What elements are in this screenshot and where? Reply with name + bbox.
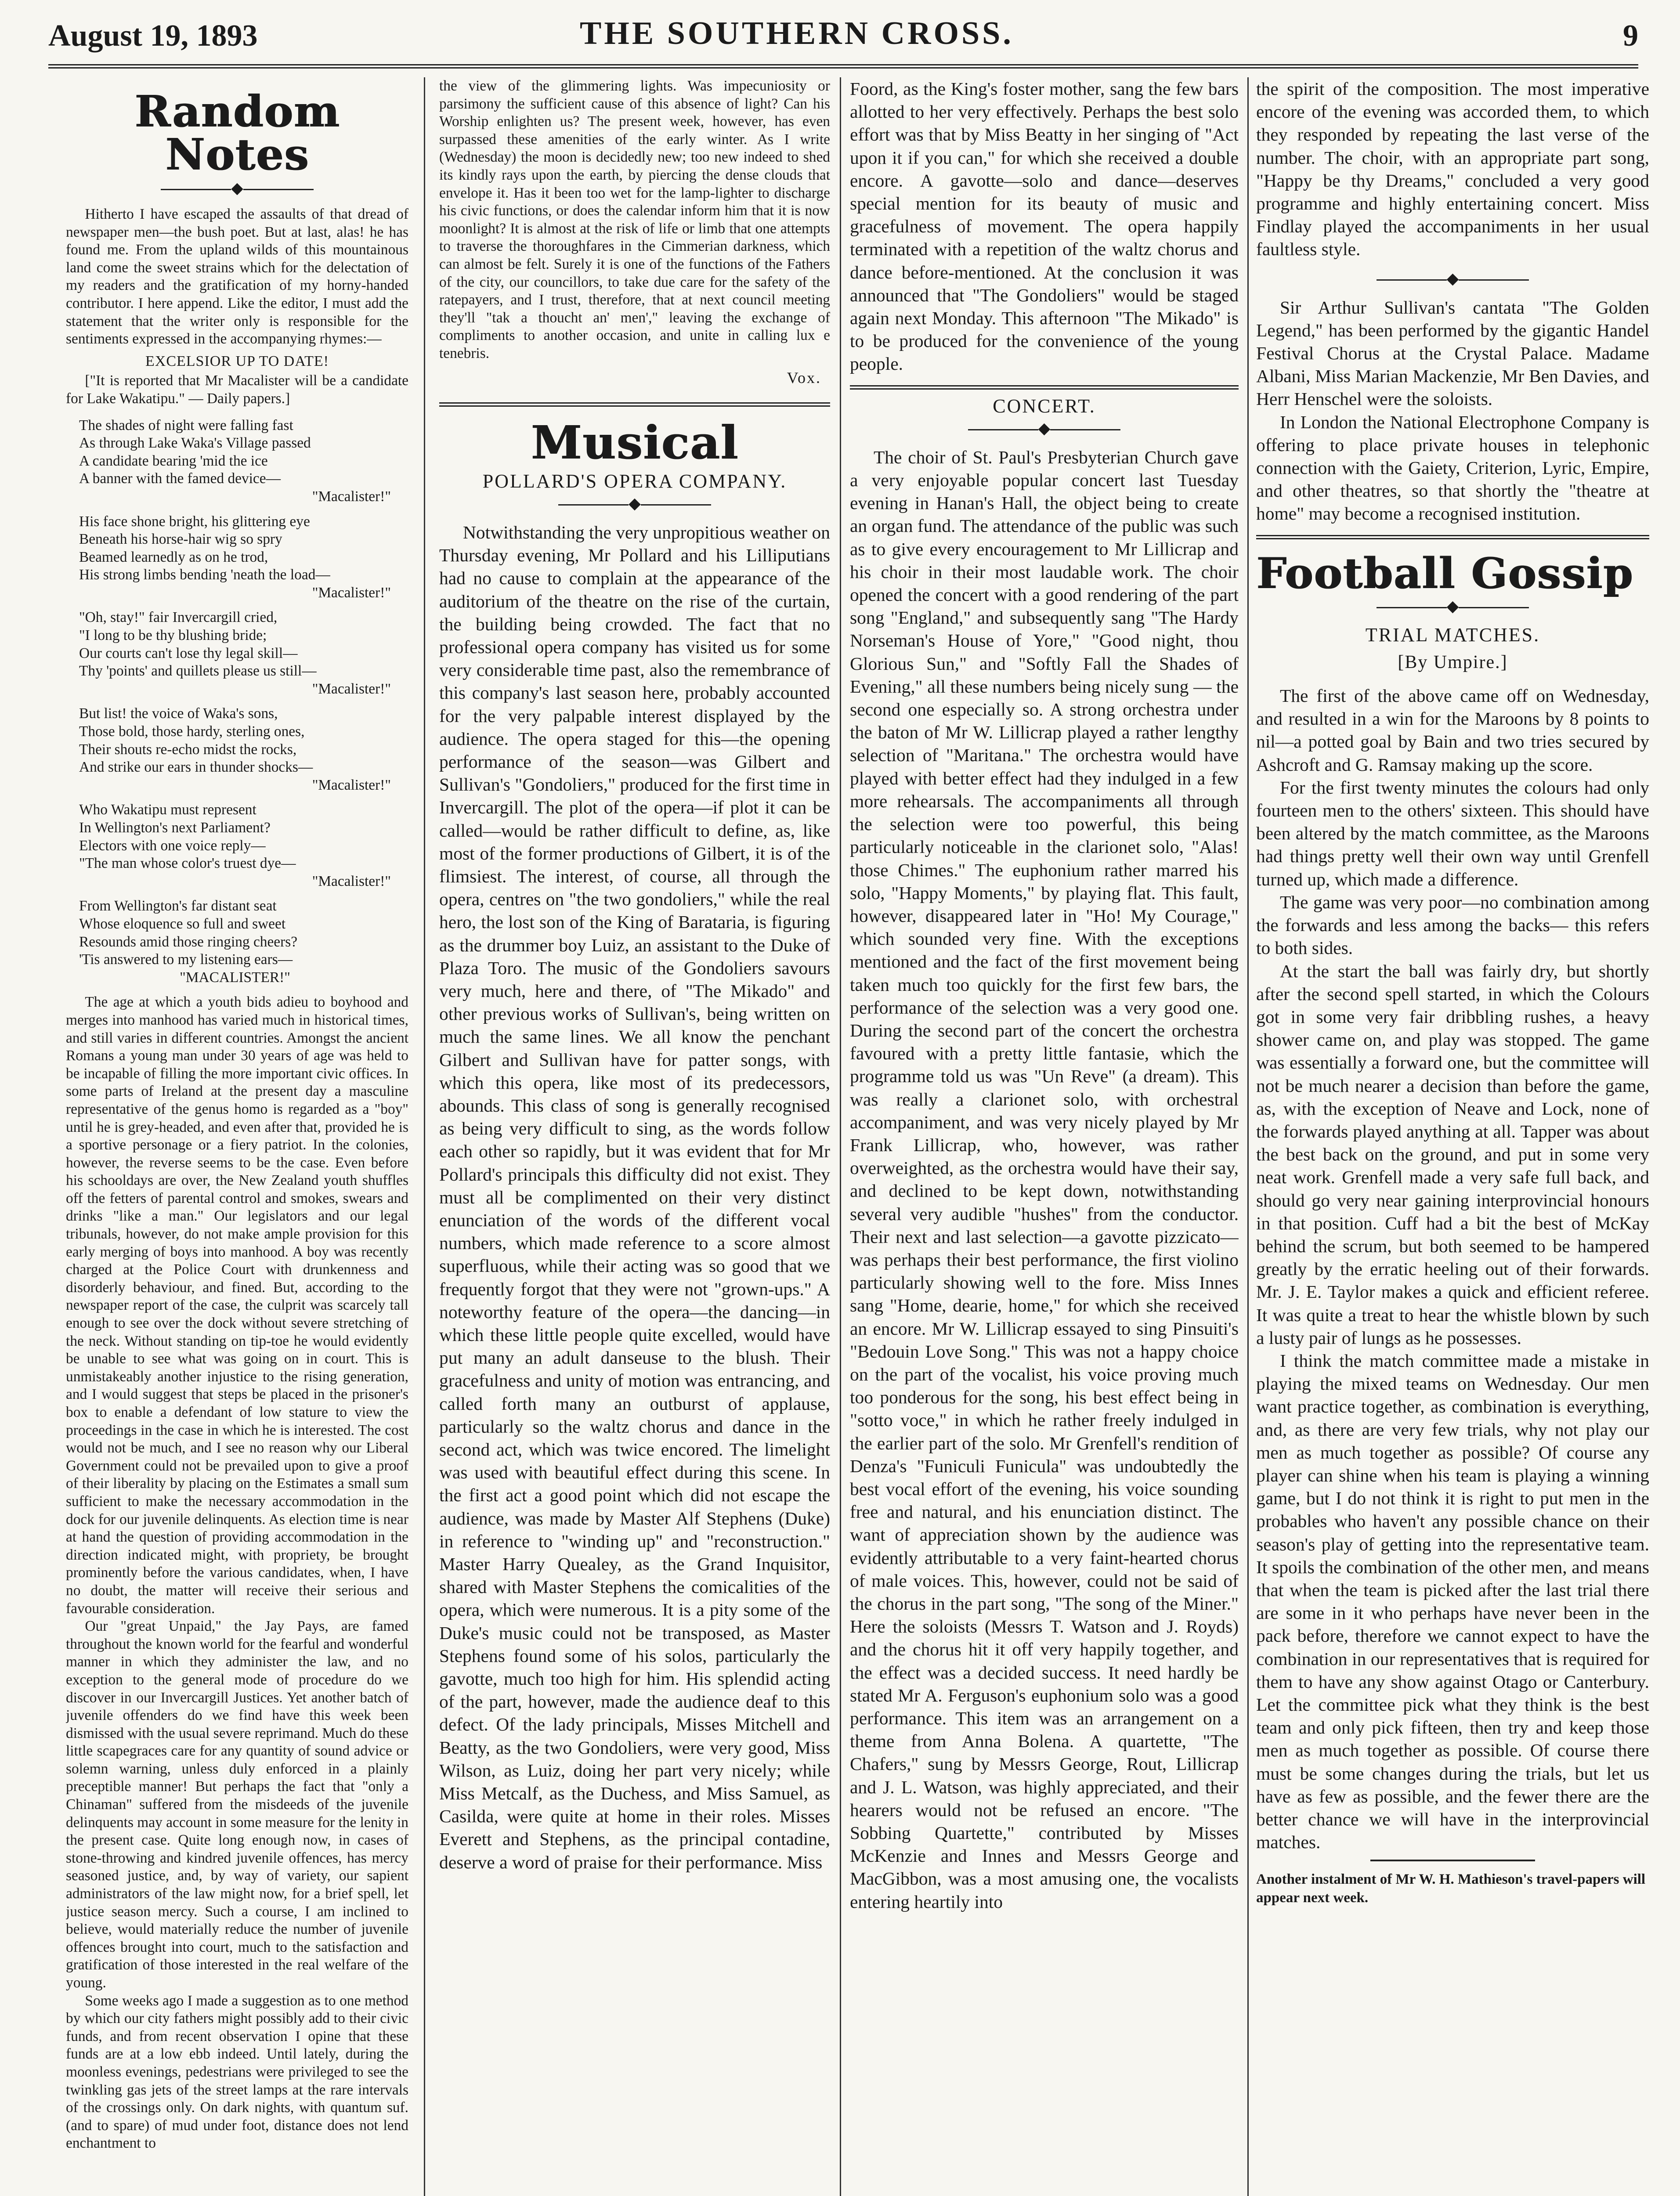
column-rule: [1247, 77, 1249, 2196]
poem-final-refrain: "MACALISTER!": [180, 969, 290, 986]
article-paragraph: Some weeks ago I made a suggestion as to one method by which our city fathers might possibly add to their civic funds, and from recent observation I opine that these funds are at a low ebb indeed. Until lately, during the moonless evenings, pedestrians were privileged to see the twinkling gas jets of the street lamps at the rare intervals of the crossings only. On dark nights, with quantum suf. (and to spare) of mud under foot, distance does not lend enchantment to: [66, 1992, 408, 2152]
column-rule: [840, 77, 841, 2196]
closing-note: Another instalment of Mr W. H. Mathieson's travel-papers will appear next week.: [1256, 1871, 1646, 1906]
musical-heading: Musical: [531, 415, 739, 470]
article-paragraph: The age at which a youth bids adieu to boyhood and merges into manhood has varied much in historical times, and still varies in different countries. Amongst the ancient Romans a young man under 30 years of age was held to be incapable of filling the more important civic offices. In some parts of Ireland at the present day a masculine representative of the genus homo is regarded as a "boy" until he is grey-headed, and even after that, provided he is a sportive personage or a fiery patriot. In the colonies, however, the reverse seems to be the case. Even before his schooldays are over, the New Zealand youth shuffles off the fetters of parental control and smokes, swears and drinks "like a man." Our legislators and our legal tribunals, however, do not make ample provision for this early merging of boys into manhood. A boy was recently charged at the Police Court with drunkenness and disorderly behaviour, and fined. But, according to the newspaper report of the case, the culprit was scarcely tall enough to see over the dock without severe stretching of the neck. Without standing on tip-toe he would evidently be unable to see what was going on in court. This is unmistakeably another injustice to the rising generation, and I would suggest that steps be placed in the prisoner's box to enable a defendant of low stature to view the proceedings in the case in which he is interested. The cost would not be much, and I see no reason why our Liberal Government could not be prevailed upon to give a proof of their liberality by placing on the Estimates a small sum sufficient to make the necessary accommodation in the dock for our juvenile delinquents. As election time is near at hand the question of providing accommodation in the direction indicated might, with propriety, be brought prominently before the various candidates, when, I have no doubt, the matter will receive their serious and favourable consideration.: [66, 994, 408, 1617]
masthead-rule: [48, 64, 1638, 69]
issue-date: August 19, 1893: [48, 19, 258, 53]
article-paragraph: Sir Arthur Sullivan's cantata "The Golden Legend," has been performed by the gigantic Handel Festival Chorus at the Crystal Palace. Madame Albani, Miss Marian Mackenzie, Mr Ben Davies, and Herr Henschel were the soloists.: [1256, 297, 1649, 409]
article-paragraph: I think the match committee made a mistake in playing the mixed teams on Wednesday. Our men want practice together, as combination is everything, and, as there are very few trials, why not play our men as much together as possible? Of course any player can shine when his team is playing a winning game, but I do not think it is right to put men in the probables who haven't any possible chance on their season's play of getting into the representative team. It spoils the combination of the other men, and means that when the team is picked after the last trial there are some in it who perhaps have never been in the pack before, therefore we cannot expect to have the combination in our representatives that is required for them to have any show against Otago or Canterbury. Let the committee pick what they think is the best team and only pick fifteen, then try and keep those men as much together as possible. Of course there must be some changes during the trials, but let us have as few as possible, and the fewer there are the better chance we will have in the interprovincial matches.: [1256, 1350, 1649, 1853]
section-rule: [850, 385, 1239, 390]
byline: [By Umpire.]: [1398, 652, 1508, 672]
ornament-divider: ◆: [66, 179, 408, 197]
poem-stanza: The shades of night were falling fast As through Lake Waka's Village passed A candidate bearing 'mid the ice A banner with the famed device— "Macalister!": [79, 417, 408, 506]
author-signature: Vox.: [787, 368, 821, 386]
article-paragraph: At the start the ball was fairly dry, but shortly after the second spell started, in which the Colours got in some very fair dribbling rushes, a heavy shower came on, and play was stopped. The game was essentially a forward one, but the committee will not be much nearer a decision than before the game, as, with the exception of Neave and Lock, none of the forwards played anything at all. Tapper was about the best back on the ground, and put in some very neat work. Grenfell made a very safe full back, and should go very near gaining interprovincial honours in that position. Cuff had a bit the best of McKay behind the scrum, but both seemed to be hampered greatly by the erratic heeling out of their forwards. Mr. J. E. Taylor makes a quick and efficient referee. It was quite a treat to hear the whistle blown by such a lusty pair of lungs as he possesses.: [1256, 961, 1649, 1348]
poem-stanza: Who Wakatipu must represent In Wellington's next Parliament? Electors with one voice reply— "The man whose color's truest dye— "Macalister!": [79, 801, 408, 890]
newspaper-title: THE SOUTHERN CROSS.: [580, 15, 1014, 51]
page-number: 9: [1623, 19, 1638, 53]
concert-subheading: CONCERT.: [993, 395, 1096, 417]
article-paragraph: the spirit of the composition. The most imperative encore of the evening was accorded them, to which they responded by repeating the last verse of the number. The choir, with an appropriate part song, "Happy be thy Dreams," concluded a very good programme and highly entertaining concert. Miss Findlay played the accompaniments in her usual faultless style.: [1256, 79, 1649, 260]
article-paragraph: the view of the glimmering lights. Was impecuniosity or parsimony the sufficient cause of this absence of light? Can his Worship enlighten us? The present week, however, has even surpassed these amenities of the early winter. As I write (Wednesday) the moon is decidedly new; too new indeed to shed its kindly rays upon the earth, by piercing the dense clouds that envelope it. Has it been too wet for the lamp-lighter to discharge his civic functions, or does the calendar inform him that it is now moonlight? It is almost at the risk of life or limb that one attempts to traverse the thoroughfares in the Cimmerian darkness, which can almost be felt. Surely it is one of the functions of the Fathers of the city, our councillors, to take due care for the safety of the ratepayers, and I trust, therefore, that at next council meeting they'll "tak a thoucht an' men'," leaving the exchange of compliments to another occasion, and unite in calling lux e tenebris.: [439, 78, 830, 361]
trial-subheading: TRIAL MATCHES.: [1365, 624, 1540, 646]
article-paragraph: For the first twenty minutes the colours had only fourteen men to the others' sixteen. This should have been altered by the match committee, as the Maroons had things pretty well their own way until Grenfell turned up, which made a difference.: [1256, 777, 1649, 889]
article-paragraph: In London the National Electrophone Company is offering to place private houses in telephonic connection with the Gaiety, Criterion, Lyric, Empire, and other theatres, so that shortly the "theatre at home" may become a recognised institution.: [1256, 412, 1649, 524]
article-paragraph: The game was very poor—no combination among the forwards and less among the backs— this refers to both sides.: [1256, 892, 1649, 958]
column-musical: [439, 77, 830, 2196]
random-notes-heading: Random Notes: [134, 87, 340, 180]
section-rule: [1370, 1860, 1535, 1861]
poem-refrain: "Macalister!": [312, 680, 391, 697]
poem-stanza: But list! the voice of Waka's sons, Those bold, those hardy, sterling ones, Their shouts re-echo midst the rocks, And strike our ears in thunder shocks— "Macalister!": [79, 705, 408, 794]
poem-stanza: From Wellington's far distant seat Whose eloquence so full and sweet Resounds amid those ringing cheers? 'Tis answered to my listening ears— "MACALISTER!": [79, 897, 408, 986]
article-paragraph: Hitherto I have escaped the assaults of that dread of newspaper men—the bush poet. But at last, alas! he has found me. From the upland wilds of this mountainous land come the sweet strains which for the delectation of my readers and the gratification of my horny-handed contributor. I here append. Like the editor, I must add the statement that the writer only is responsible for the sentiments expressed in the accompanying rhymes:—: [66, 206, 408, 347]
masthead: [48, 15, 1638, 63]
column-football: [1256, 77, 1649, 2196]
poem-stanza: "Oh, stay!" fair Invercargill cried, "I long to be thy blushing bride; Our courts can't lose thy legal skill— Thy 'points' and quillets please us still— "Macalister!": [79, 609, 408, 698]
column-random-notes: [66, 77, 408, 2196]
article-paragraph: Our "great Unpaid," the Jay Pays, are famed throughout the known world for the fearful and wonderful manner in which they administer the law, and no exception to the general mode of procedure do we discover in our Invercargill Justices. Yet another batch of juvenile offenders do we find have this week been dismissed with the usual severe reprimand. Much do these little scapegraces care for any quantity of sound advice or solemn warning, unless duly enforced in a plainly preceptible manner! But perhaps the fact that "only a Chinaman" suffered from the misdeeds of the juvenile delinquents may account in some measure for the lenity in the present case. Quite long enough now, in cases of stone-throwing and kindred juvenile offences, has mercy seasoned justice, and, by way of variety, our sapient administrators of the law might now, for a brief spell, let justice season mercy. Such a course, I am inclined to believe, would materially reduce the number of juvenile offences brought into court, much to the satisfaction and gratification of those interested in the real welfare of the young.: [66, 1618, 408, 1991]
article-paragraph: Foord, as the King's foster mother, sang the few bars allotted to her very effectively. Perhaps the best solo effort was that by Miss Beatty in her singing of "Act upon it if you can," for which she received a double encore. A gavotte—solo and dance—deserves special mention for its beauty of music and gracefulness of movement. The opera happily terminated with a repetition of the waltz chorus and dance before-mentioned. At the conclusion it was announced that "The Gondoliers" would be staged again next Monday. This afternoon "The Mikado" is to be produced for the convenience of the young people.: [850, 79, 1239, 374]
poem-refrain: "Macalister!": [312, 488, 391, 505]
column-rule: [424, 77, 425, 2196]
opera-subheading: POLLARD'S OPERA COMPANY.: [482, 470, 787, 492]
ornament-divider: ◆: [850, 419, 1239, 437]
poem-title: EXCELSIOR UP TO DATE!: [145, 353, 329, 369]
article-paragraph: Notwithstanding the very unpropitious weather on Thursday evening, Mr Pollard and his Lilliputians had no cause to complain at the appearance of the auditorium of the theatre on the rise of the curtain, the building being crowded. The fact that no professional opera company has visited us for some very considerable time past, also the remembrance of this company's last season here, probably accounted for the very palpable interest displayed by the audience. The opera staged for this—the opening performance of the season—was Gilbert and Sullivan's "Gondoliers," produced for the first time in Invercargill. The plot of the opera—if plot it can be called—would be rather difficult to define, as, like most of the former productions of Gilbert, it is of the flimsiest. The interest, of course, all through the opera, centres on "the two gondoliers," while the real hero, the lost son of the King of Barataria, is figuring as the drummer boy Luiz, an assistant to the Duke of Plaza Toro. The music of the Gondoliers savours very much, here and there, of "The Mikado" and other previous works of Sullivan's, being written on much the same lines. We all know the penchant Gilbert and Sullivan have for patter songs, with which this opera, like most of its predecessors, abounds. This class of song is generally recognised as being very difficult to sing, as the words follow each other so rapidly, but it was evident that for Mr Pollard's principals this difficulty did not exist. They must all be complimented on their very distinct enunciation of the words of the different vocal numbers, which made reference to a score almost superfluous, while their acting was so good that we frequently forgot that they were not "grown-ups." A noteworthy feature of the opera—the dancing—in which these little people quite excelled, would have put many an adult danseuse to the blush. Their gracefulness and unity of motion was entrancing, and called forth many an outburst of applause, particularly so the waltz chorus and dance in the second act, which was twice encored. The limelight was used with beautiful effect during this scene. In the first act a good point which did not escape the audience, was made by Master Alf Stephens (Duke) in reference to "winding up" and "reconstruction." Master Harry Quealey, as the Grand Inquisitor, shared with Master Stephens the comicalities of the opera, which were numerous. It is a pity some of the Duke's music could not be transposed, as Master Stephens found some of his solos, particularly the gavotte, much too high for him. His splendid acting of the part, however, made the audience deaf to this defect. Of the lady principals, Misses Mitchell and Beatty, as the two Gondoliers, were very good, Miss Wilson, as Luiz, doing her part very nicely; while Miss Metcalf, as the Duchess, and Miss Samuel, as Casilda, were quite at home in their roles. Misses Everett and Stephens, as the principal contadine, deserve a word of praise for their performance. Miss: [439, 522, 830, 1872]
poem-refrain: "Macalister!": [312, 777, 391, 793]
column-concert: [850, 77, 1239, 2196]
poem-stanza: His face shone bright, his glittering eye Beneath his horse-hair wig so spry Beamed learnedly as on he trod, His strong limbs bending 'neath the load— "Macalister!": [79, 513, 408, 602]
article-paragraph: The first of the above came off on Wednesday, and resulted in a win for the Maroons by 8 points to nil—a potted goal by Bain and two tries secured by Ashcroft and G. Ramsay making up the score.: [1256, 686, 1649, 775]
ornament-divider: ◆: [1256, 270, 1649, 287]
poem-refrain: "Macalister!": [312, 584, 391, 601]
poem-source: ["It is reported that Mr Macalister will be a candidate for Lake Wakatipu." — Daily papers.]: [66, 372, 408, 407]
poem-refrain: "Macalister!": [312, 873, 391, 889]
section-rule: [439, 402, 830, 407]
football-heading: Football Gossip: [1256, 548, 1633, 598]
section-rule: [1256, 535, 1649, 539]
ornament-divider: ◆: [439, 495, 830, 512]
ornament-divider: ◆: [1256, 597, 1649, 615]
article-paragraph: The choir of St. Paul's Presbyterian Church gave a very enjoyable popular concert last Tuesday evening in Hanan's Hall, the object being to create an organ fund. The attendance of the public was such as to give every encouragement to Mr Lillicrap and his choir in their most laudable work. The choir opened the concert with a good rendering of the part song "England," and subsequently sang "The Hardy Norseman's House of Yore," "Good night, thou Glorious Sun," and "Softly Fall the Shades of Evening," all these numbers being nicely sung — the second one especially so. A strong orchestra under the baton of Mr W. Lillicrap played a rather lengthy selection of "Maritana." The orchestra would have played with better effect had they indulged in a few more rehearsals. The accompaniments all through the selection were too powerful, this being particularly noticeable in the clarionet solo, "Alas! those Chimes." The euphonium rather marred his solo, "Happy Moments," by playing flat. This fault, however, disappeared later in "Ho! My Courage," which sounded very fine. With the exceptions mentioned and the fact of the first movement being taken much too quickly for the first few bars, the performance of the selection was a very good one. During the second part of the concert the orchestra favoured with a pretty little fantasie, which the programme told us was "Un Reve" (a dream). This was really a clarionet solo, with orchestral accompaniment, and was very nicely played by Mr Frank Lillicrap, who, however, was rather overweighted, as the orchestra would have their say, and declined to be kept down, notwithstanding several very audible "hushes" from the conductor. Their next and last selection—a gavotte pizzicato—was perhaps their best performance, the first violino particularly showing well to the fore. Miss Innes sang "Home, dearie, home," for which she received an encore. Mr W. Lillicrap essayed to sing Pinsuiti's "Bedouin Love Song." This was not a happy choice on the part of the vocalist, his voice proving much too ponderous for the song, his best effect being in "sotto voce," in which he rather freely indulged in the earlier part of the solo. Mr Grenfell's rendition of Denza's "Funiculi Funicula" was undoubtedly the best vocal effort of the evening, his voice sounding free and natural, and his enunciation distinct. The want of appreciation shown by the audience was evidently attributable to a very faint-hearted chorus of male voices. This, however, could not be said of the chorus in the part song, "The song of the Miner." Here the soloists (Messrs T. Watson and J. Royds) and the chorus hit it off very happily together, and the effect was a decided success. It need hardly be stated Mr A. Ferguson's euphonium solo was a good performance. This item was an arrangement on a theme from Anna Bolena. A quartette, "The Chafers," sung by Messrs George, Rout, Lillicrap and J. L. Watson, was highly appreciated, and their hearers would not be refused an encore. "The Sobbing Quartette," contributed by Misses McKenzie and Innes and Messrs George and MacGibbon, was a most amusing one, the vocalists entering heartily into: [850, 447, 1239, 1912]
